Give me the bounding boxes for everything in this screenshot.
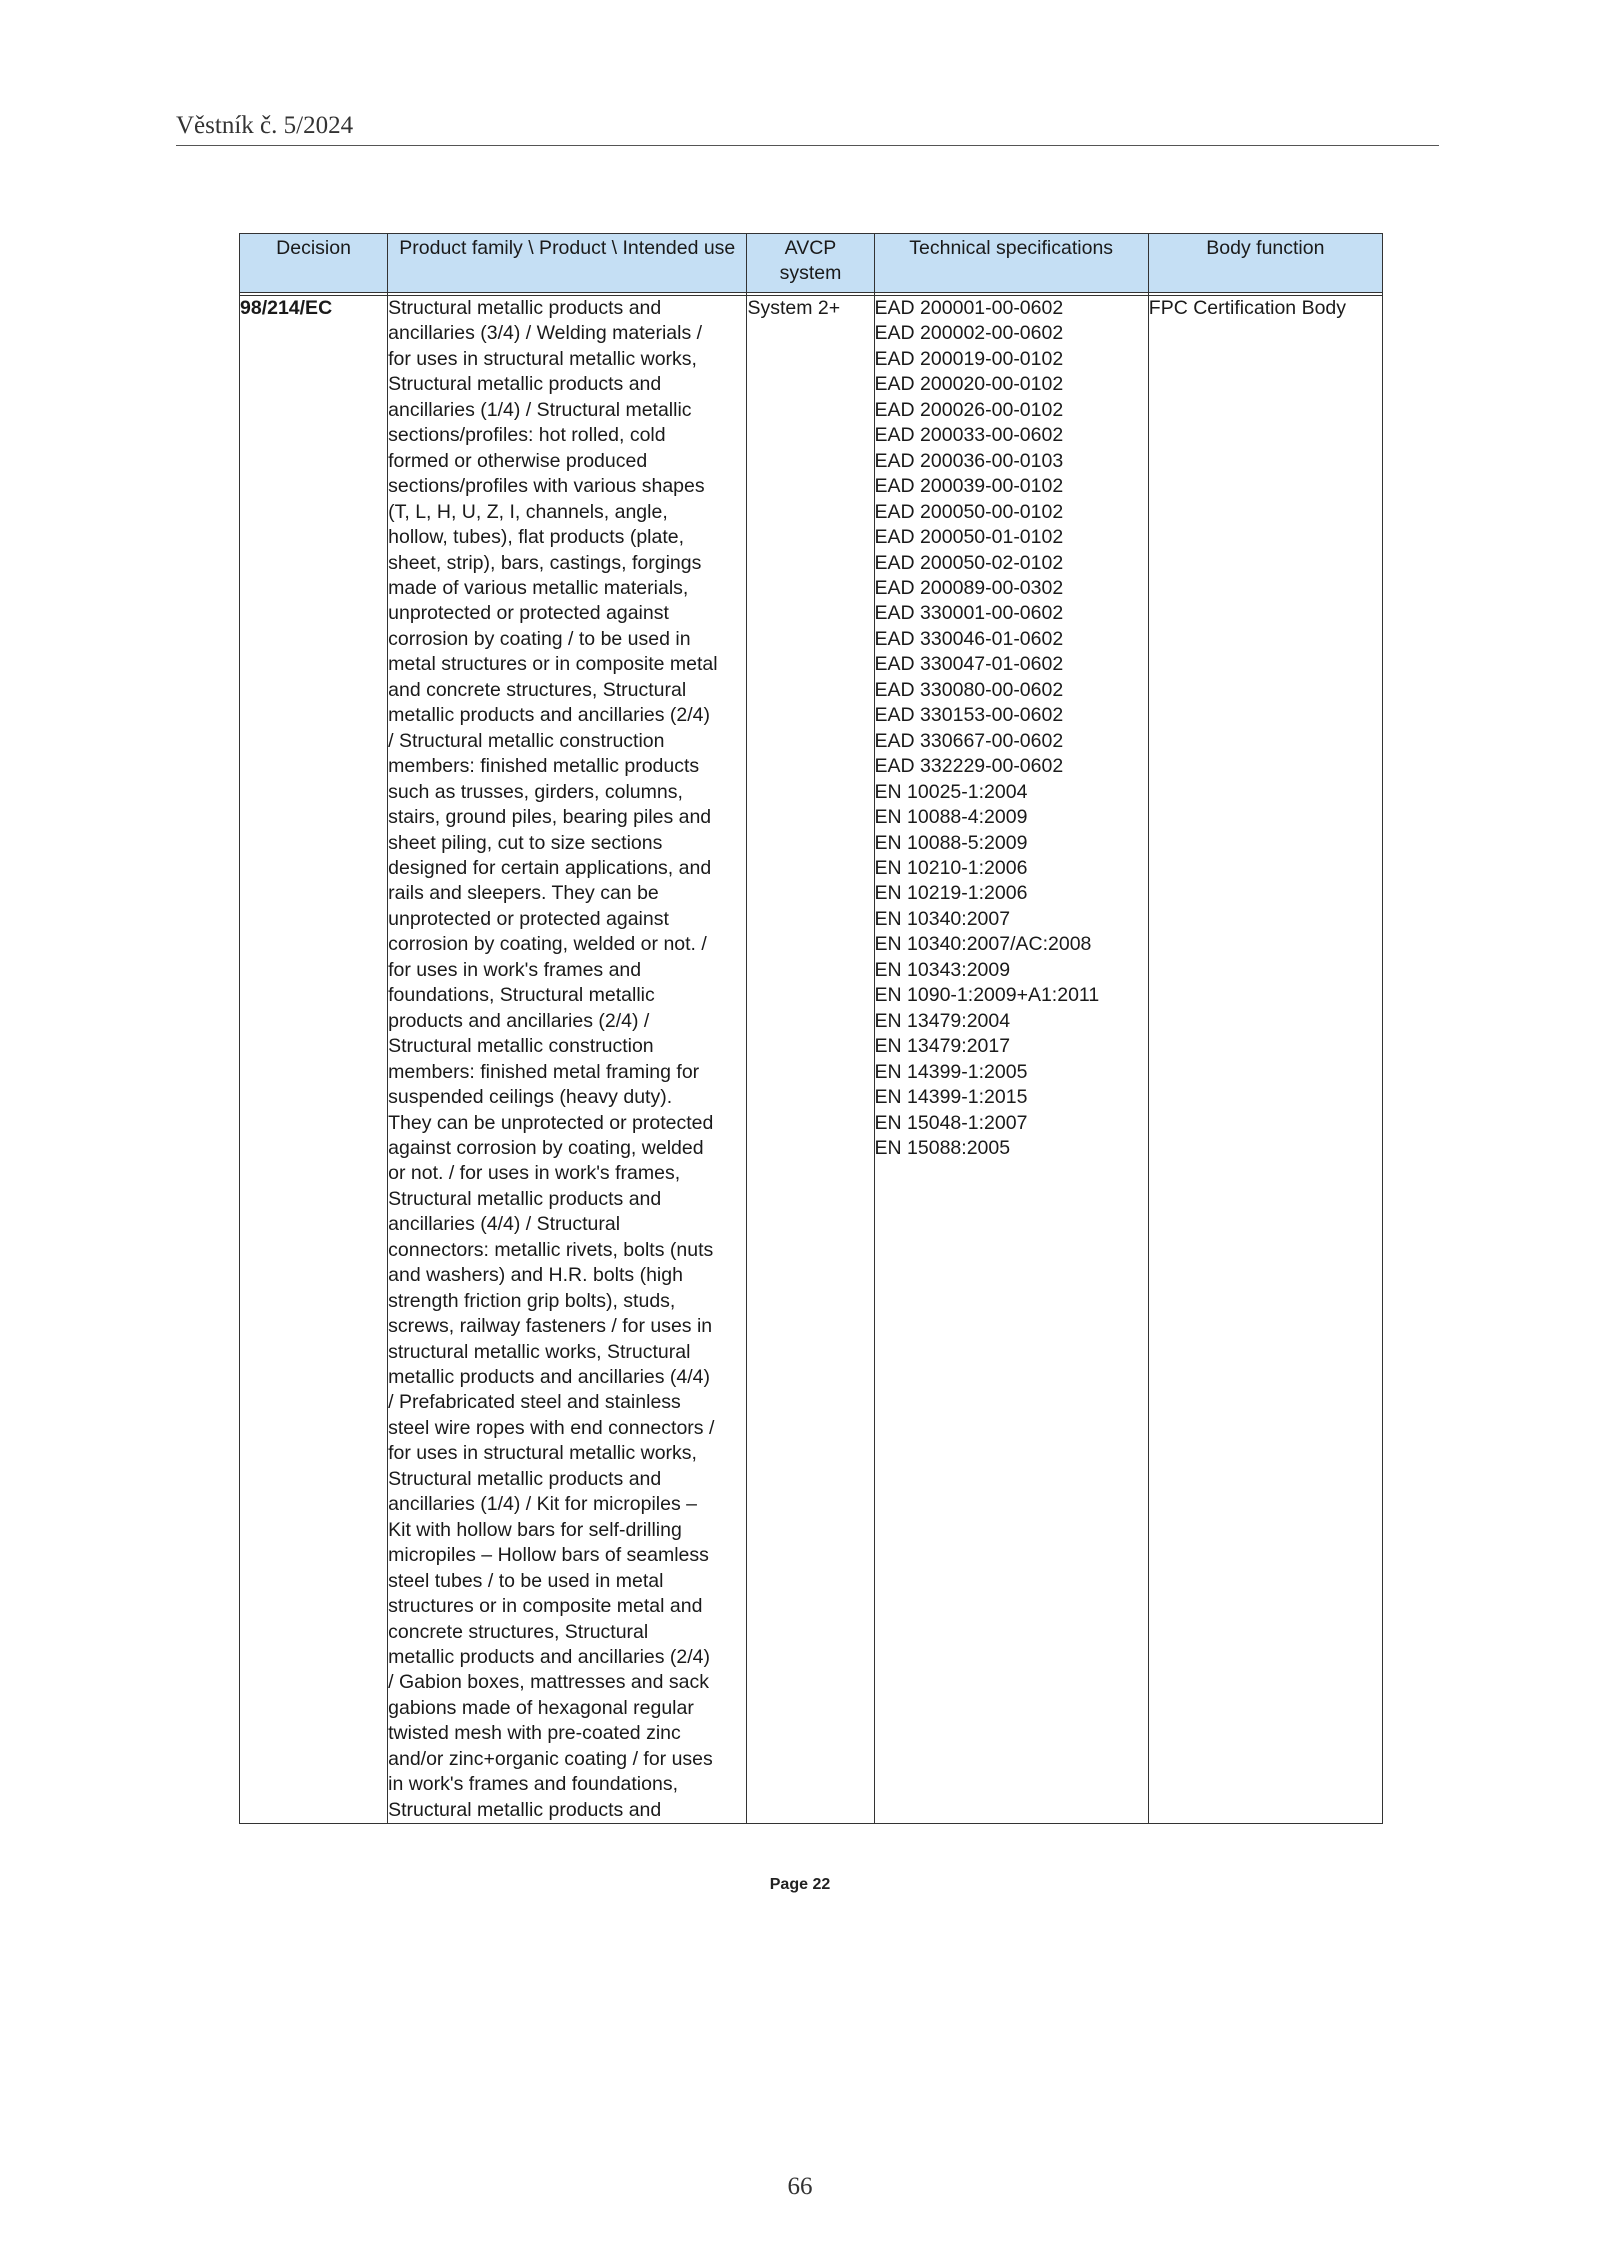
product-text-line: structural metallic works, Structural [388,1340,691,1363]
product-text-line: (T, L, H, U, Z, I, channels, angle, [388,500,668,523]
header-tech: Technical specifications [874,234,1148,293]
tech-spec-item: EAD 330001-00-0602 [874,602,1064,625]
product-text-line: corrosion by coating / to be used in [388,627,691,650]
product-text-line: designed for certain applications, and [388,856,712,879]
tech-spec-item: EAD 200019-00-0102 [874,347,1064,370]
page-label: Page 22 [769,1876,831,1893]
product-text-line: ancillaries (4/4) / Structural [388,1213,621,1236]
tech-spec-item: EN 14399-1:2005 [874,1060,1028,1083]
tech-spec-item: EN 10210-1:2006 [874,856,1028,879]
tech-spec-item: EN 10340:2007/AC:2008 [874,933,1092,956]
product-text-line: and concrete structures, Structural [388,678,687,701]
tech-spec-item: EAD 330046-01-0602 [874,627,1064,650]
table-header-row [240,234,1383,293]
tech-spec-item: EN 13479:2004 [874,1009,1011,1032]
tech-spec-item: EN 15048-1:2007 [874,1111,1028,1134]
product-text-line: such as trusses, girders, columns, [388,780,683,803]
product-text-line: Kit with hollow bars for self-drilling [388,1518,682,1541]
tech-spec-item: EN 15088:2005 [874,1136,1011,1159]
product-text-line: hollow, tubes), flat products (plate, [388,526,685,549]
tech-spec-item: EN 1090-1:2009+A1:2011 [874,984,1100,1007]
product-text-line: members: finished metal framing for [388,1060,700,1083]
tech-spec-item: EAD 200089-00-0302 [874,576,1064,599]
product-text-line: gabions made of hexagonal regular [388,1696,694,1719]
tech-spec-item: EN 10088-4:2009 [874,806,1028,829]
product-text-line: against corrosion by coating, welded [388,1136,704,1159]
product-text-line: sheet piling, cut to size sections [388,831,663,854]
tech-spec-item: EAD 330047-01-0602 [874,653,1064,676]
product-text-line: for uses in structural metallic works, [388,347,697,370]
product-text-line: sections/profiles with various shapes [388,475,705,498]
product-text-line: corrosion by coating, welded or not. / [388,933,707,956]
product-text-line: formed or otherwise produced [388,449,648,472]
product-text-line: rails and sleepers. They can be [388,882,659,905]
product-text-line: Structural metallic products and [388,1187,662,1210]
product-text-line: members: finished metallic products [388,755,700,778]
tech-spec-item: EAD 332229-00-0602 [874,755,1064,778]
product-text-line: twisted mesh with pre-coated zinc [388,1722,681,1745]
tech-spec-item: EN 14399-1:2015 [874,1086,1028,1109]
product-text-line: sheet, strip), bars, castings, forgings [388,551,702,574]
cell-body-function: FPC Certification Body [1148,296,1382,1824]
product-text-line: Structural metallic products and [388,1467,662,1490]
product-text-line: unprotected or protected against [388,602,669,625]
product-text-line: strength friction grip bolts), studs, [388,1289,676,1312]
tech-spec-item: EN 10219-1:2006 [874,882,1028,905]
product-text-line: / Gabion boxes, mattresses and sack [388,1671,709,1694]
product-text-line: ancillaries (1/4) / Structural metallic [388,398,692,421]
product-text-line: Structural metallic products and [388,1798,662,1821]
tech-spec-item: EAD 200033-00-0602 [874,424,1064,447]
product-text-line: / Structural metallic construction [388,729,665,752]
product-text-line: sections/profiles: hot rolled, cold [388,424,666,447]
product-text-line: ancillaries (3/4) / Welding materials / [388,322,703,345]
header-rule [176,145,1439,146]
journal-header: Věstník č. 5/2024 [176,112,354,139]
cell-product [388,296,747,1824]
tech-spec-item: EN 10025-1:2004 [874,780,1028,803]
product-text-line: concrete structures, Structural [388,1620,649,1643]
product-text-line: and washers) and H.R. bolts (high [388,1264,683,1287]
product-text-line: screws, railway fasteners / for uses in [388,1315,713,1338]
tech-spec-item: EAD 200026-00-0102 [874,398,1064,421]
tech-spec-item: EAD 200039-00-0102 [874,475,1064,498]
cell-decision: 98/214/EC [240,296,388,1824]
product-text-line: metallic products and ancillaries (2/4) [388,704,711,727]
header-body: Body function [1148,234,1382,293]
tech-spec-item: EAD 200050-02-0102 [874,551,1064,574]
product-text-line: connectors: metallic rivets, bolts (nuts [388,1238,714,1261]
product-text-line: in work's frames and foundations, [388,1773,678,1796]
product-text-line: Structural metallic products and [388,297,662,319]
product-text-line: metallic products and ancillaries (4/4) [388,1366,711,1389]
tech-spec-item: EAD 200001-00-0602 [874,297,1064,319]
product-text-line: or not. / for uses in work's frames, [388,1162,681,1185]
product-text-line: ancillaries (1/4) / Kit for micropiles – [388,1493,697,1516]
tech-spec-item: EAD 330153-00-0602 [874,704,1064,727]
product-text-line: stairs, ground piles, bearing piles and [388,806,712,829]
product-text-line: metal structures or in composite metal [388,653,718,676]
header-decision: Decision [240,234,388,293]
tech-spec-item: EAD 200050-00-0102 [874,500,1064,523]
product-text-line: micropiles – Hollow bars of seamless [388,1544,709,1567]
tech-spec-item: EAD 200002-00-0602 [874,322,1064,345]
tech-spec-item: EAD 200020-00-0102 [874,373,1064,396]
page-number: 66 [787,2173,813,2200]
product-text-line: Structural metallic products and [388,373,662,396]
cell-tech-specs [874,296,1148,1824]
product-text-line: foundations, Structural metallic [388,984,655,1007]
product-text-line: steel tubes / to be used in metal [388,1569,664,1592]
product-text-line: steel wire ropes with end connectors / [388,1416,715,1439]
product-text-line: for uses in structural metallic works, [388,1442,697,1465]
product-text-line: unprotected or protected against [388,907,669,930]
product-text-line: metallic products and ancillaries (2/4) [388,1646,711,1669]
product-text-line: structures or in composite metal and [388,1595,703,1618]
product-text-line: / Prefabricated steel and stainless [388,1391,681,1414]
tech-spec-item: EAD 200050-01-0102 [874,526,1064,549]
product-text-line: made of various metallic materials, [388,576,689,599]
product-text-line: They can be unprotected or protected [388,1111,714,1134]
tech-spec-item: EN 10340:2007 [874,907,1011,930]
cell-avcp: System 2+ [747,296,874,1824]
header-avcp: AVCP system [747,234,874,293]
tech-spec-item: EAD 330080-00-0602 [874,678,1064,701]
product-text-line: Structural metallic construction [388,1035,654,1058]
table-row [240,296,1383,1824]
product-text-line: products and ancillaries (2/4) / [388,1009,650,1032]
product-text-line: and/or zinc+organic coating / for uses [388,1747,713,1770]
header-product: Product family \ Product \ Intended use [388,234,747,293]
specification-table [239,233,1383,1824]
product-text-line: for uses in work's frames and [388,958,642,981]
tech-spec-item: EAD 330667-00-0602 [874,729,1064,752]
product-text-line: suspended ceilings (heavy duty). [388,1086,673,1109]
tech-spec-item: EAD 200036-00-0103 [874,449,1064,472]
tech-spec-item: EN 13479:2017 [874,1035,1011,1058]
tech-spec-item: EN 10343:2009 [874,958,1011,981]
tech-spec-item: EN 10088-5:2009 [874,831,1028,854]
